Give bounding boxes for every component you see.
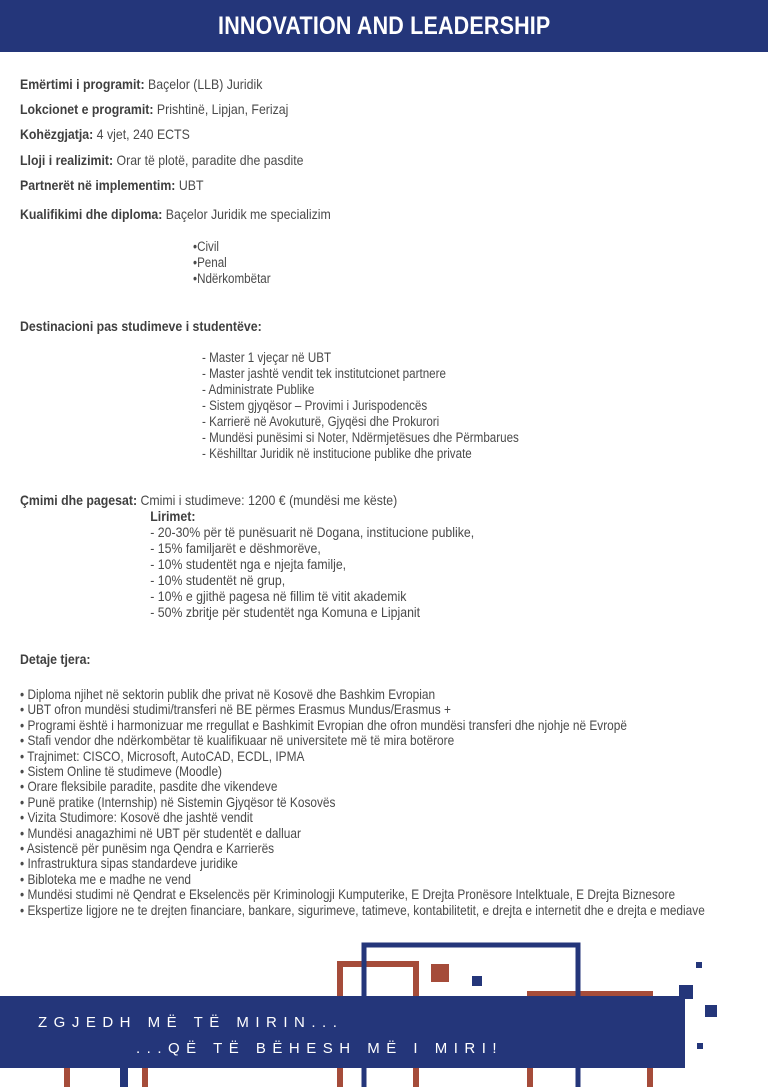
destinations-title: Destinacioni pas studimeve i studentëve:	[20, 318, 262, 334]
list-item: • Sistem Online të studimeve (Moodle)	[20, 764, 222, 780]
deco-rust-stub-1	[64, 1068, 70, 1087]
list-item: - 20-30% për të punësuarit në Dogana, institucione publike,	[150, 524, 475, 540]
page-title: INNOVATION AND LEADERSHIP	[217, 11, 551, 40]
list-item: - Sistem gjyqësor – Provimi i Jurispodencës	[202, 398, 428, 413]
list-item: •Penal	[193, 255, 227, 270]
list-item: • Mundësi anagazhimi në UBT për studentët e dalluar	[20, 825, 301, 841]
deco-navy-square-4	[705, 1005, 717, 1017]
payments-label: Çmimi dhe pagesat:	[20, 492, 138, 508]
list-item: - 10% studentët nga e njejta familje,	[150, 556, 347, 572]
deco-navy-square-5	[697, 1043, 703, 1049]
list-item: • UBT ofron mundësi studimi/transferi në BE përmes Erasmus Mundus/Erasmus +	[20, 702, 451, 718]
deco-navy-stub-1	[120, 1068, 128, 1087]
list-item: - Mundësi punësimi si Noter, Ndërmjetësues dhe Përmbarues	[202, 430, 519, 445]
list-item: - Karrierë në Avokuturë, Gjyqësi dhe Prokurori	[202, 414, 440, 429]
program-name-line: Emërtimi i programit: Baçelor (LLB) Juridik	[20, 76, 263, 92]
list-item: - 50% zbritje për studentët nga Komuna e Lipjanit	[150, 604, 421, 620]
list-item: • Trajnimet: CISCO, Microsoft, AutoCAD, ECDL, IPMA	[20, 748, 305, 764]
list-item: • Stafi vendor dhe ndërkombëtar të kualifikuaar në universitete më të mira botërore	[20, 733, 455, 749]
details-title: Detaje tjera:	[20, 651, 91, 667]
list-item: - 15% familjarët e dëshmorëve,	[150, 540, 321, 556]
slogan-line-1: ZGJEDH MË TË MIRIN...	[38, 1014, 344, 1031]
program-locations-line: Lokcionet e programit: Prishtinë, Lipjan, Ferizaj	[20, 101, 289, 117]
list-item: •Ndërkombëtar	[193, 271, 271, 286]
deco-navy-square-2	[696, 962, 702, 968]
list-item: - Master jashtë vendit tek institutcionet partnere	[202, 366, 446, 381]
list-item: • Programi është i harmonizuar me rregullat e Bashkimit Evropian dhe ofron mundësi transferi dhe njohje në Evropë	[20, 717, 627, 733]
list-item: - Këshilltar Juridik në institucione publike dhe private	[202, 446, 472, 461]
list-item: - 10% studentët në grup,	[150, 572, 286, 588]
deco-navy-square-1	[472, 976, 482, 986]
list-item: • Vizita Studimore: Kosovë dhe jashtë vendit	[20, 810, 253, 826]
slogan-line-2: ...QË TË BËHESH MË I MIRI!	[136, 1040, 504, 1057]
list-item: •Civil	[193, 239, 220, 254]
program-partners-line: Partnerët në implementim: UBT	[20, 177, 204, 193]
list-item: - Administrate Publike	[202, 382, 315, 397]
deco-rust-stub-2	[142, 1068, 148, 1087]
discounts-label: Lirimet:	[150, 508, 196, 524]
list-item: • Mundësi studimi në Qendrat e Ekselencës për Kriminologji Kumputerike, E Drejta Pronësore Intelktuale, E Drejta Biznesore	[20, 887, 676, 903]
slogan-banner	[0, 996, 685, 1068]
program-duration-line: Kohëzgjatja: 4 vjet, 240 ECTS	[20, 126, 190, 142]
list-item: - Master 1 vjeçar në UBT	[202, 350, 332, 365]
deco-rust-square	[431, 964, 449, 982]
payments-price: Cmimi i studimeve: 1200 € (mundësi me këste)	[137, 492, 398, 508]
list-item: • Diploma njihet në sektorin publik dhe privat në Kosovë dhe Bashkim Evropian	[20, 687, 436, 702]
list-item: • Orare fleksibile paradite, pasdite dhe vikendeve	[20, 779, 278, 795]
list-item: • Asistencë për punësim nga Qendra e Karrierës	[20, 841, 275, 857]
list-item: - 10% e gjithë pagesa në fillim të vitit akademik	[150, 588, 407, 604]
list-item: • Infrastruktura sipas standardeve juridike	[20, 856, 238, 872]
program-type-line: Lloji i realizimit: Orar të plotë, paradite dhe pasdite	[20, 152, 304, 168]
list-item: • Bibloteka me e madhe ne vend	[20, 871, 192, 887]
program-qualification-line: Kualifikimi dhe diploma: Baçelor Juridik me specializim	[20, 206, 331, 222]
list-item: • Ekspertize ligjore ne te drejten financiare, bankare, sigurimeve, tatimeve, kontabilitetit, e drejta e internetit dhe e drejta e mediave	[20, 902, 705, 918]
list-item: • Punë pratike (Internship) në Sistemin Gjyqësor të Kosovës	[20, 794, 336, 810]
